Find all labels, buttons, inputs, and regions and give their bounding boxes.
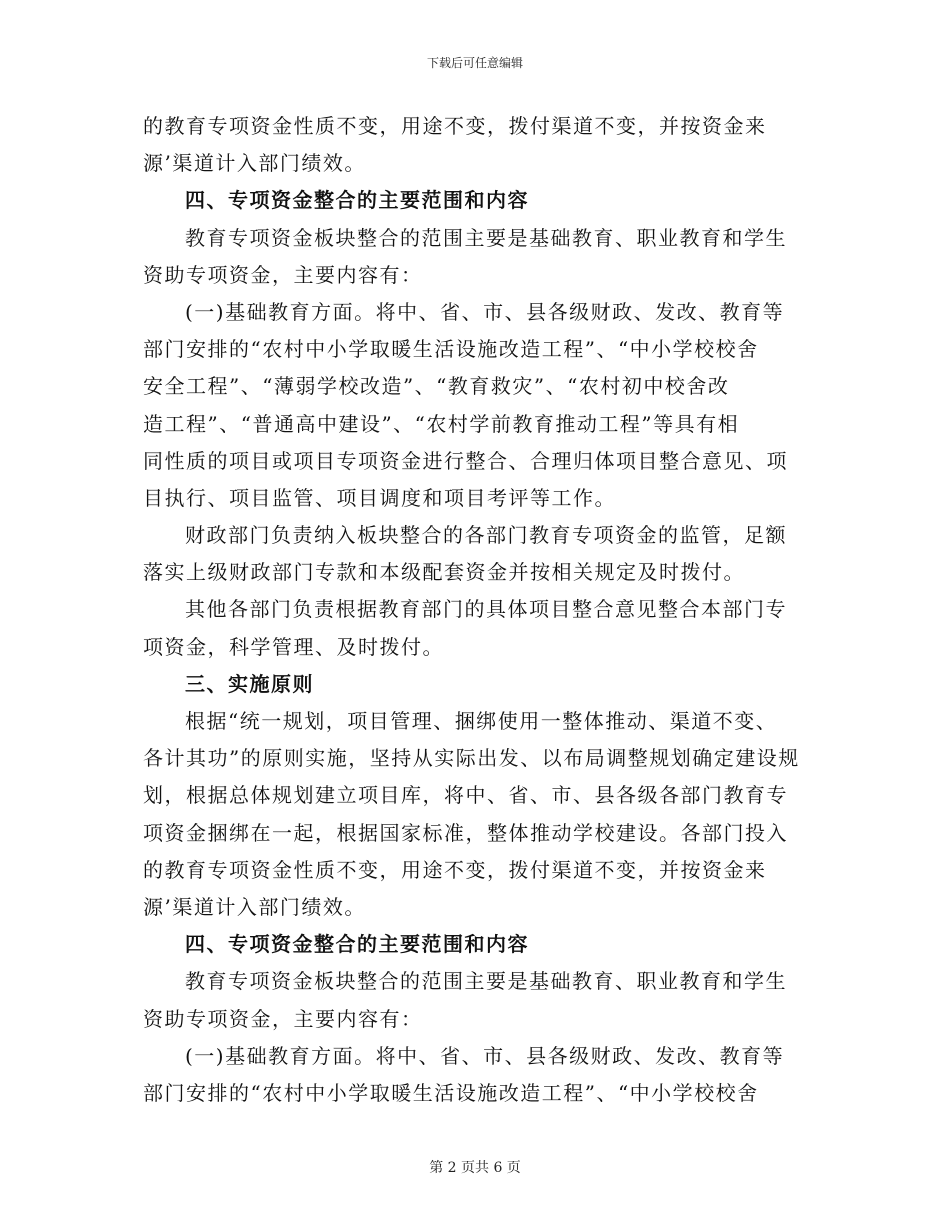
paragraph-line: 部门安排的“农村中小学取暖生活设施改造工程”、“中小学校校舍 [143, 1080, 759, 1105]
paragraph-line: 资助专项资金，主要内容有： [143, 1006, 423, 1031]
section-heading: 四、专项资金整合的主要范围和内容 [185, 188, 529, 213]
paragraph-line: 落实上级财政部门专款和本级配套资金并按相关规定及时拨付。 [143, 560, 745, 585]
paragraph-line: 源’渠道计入部门绩效。 [143, 151, 366, 176]
paragraph-line: 项资金，科学管理、及时拨付。 [143, 634, 444, 659]
page-header: 下载后可任意编辑 [426, 56, 523, 70]
paragraph-line: 同性质的项目或项目专项资金进行整合、合理归体项目整合意见、项 [143, 448, 788, 473]
paragraph-line: 的教育专项资金性质不变，用途不变，拨付渠道不变，并按资金来 [143, 114, 767, 138]
section-heading: 三、实施原则 [185, 671, 314, 696]
paragraph-line: 教育专项资金板块整合的范围主要是基础教育、职业教育和学生 [185, 969, 787, 994]
paragraph-line: 划，根据总体规划建立项目库，将中、省、市、县各级各部门教育专 [143, 783, 788, 808]
paragraph-line: 各计其功”的原则实施，坚持从实际出发、以布局调整规划确定建设规 [143, 746, 800, 771]
paragraph-line: 其他各部门负责根据教育部门的具体项目整合意见整合本部门专 [185, 597, 787, 622]
paragraph-line: (一)基础教育方面。将中、省、市、县各级财政、发改、教育等 [185, 1043, 785, 1068]
paragraph-line: (一)基础教育方面。将中、省、市、县各级财政、发改、教育等 [185, 299, 785, 324]
paragraph-line: 安全工程”、“薄弱学校改造”、“教育救灾”、“农村初中校舍改 [143, 374, 730, 399]
paragraph-line: 部门安排的“农村中小学取暖生活设施改造工程”、“中小学校校舍 [143, 337, 759, 362]
page-footer: 第 2 页共 6 页 [429, 1160, 521, 1176]
paragraph-line: 根据“统一规划，项目管理、捆绑使用一整体推动、渠道不变、 [185, 709, 778, 733]
paragraph-line: 教育专项资金板块整合的范围主要是基础教育、职业教育和学生 [185, 225, 787, 250]
section-heading: 四、专项资金整合的主要范围和内容 [185, 932, 529, 957]
paragraph-line: 目执行、项目监管、项目调度和项目考评等工作。 [143, 485, 616, 510]
paragraph-line: 的教育专项资金性质不变，用途不变，拨付渠道不变，并按资金来 [143, 857, 767, 882]
paragraph-line: 财政部门负责纳入板块整合的各部门教育专项资金的监管，足额 [185, 523, 787, 548]
paragraph-line: 资助专项资金，主要内容有： [143, 262, 423, 287]
document-body [143, 108, 808, 1112]
paragraph-line: 造工程”、“普通高中建设”、“农村学前教育推动工程”等具有相 [143, 411, 740, 436]
paragraph-line: 项资金捆绑在一起，根据国家标准，整体推动学校建设。各部门投入 [143, 820, 788, 845]
paragraph-line: 源’渠道计入部门绩效。 [143, 894, 366, 919]
